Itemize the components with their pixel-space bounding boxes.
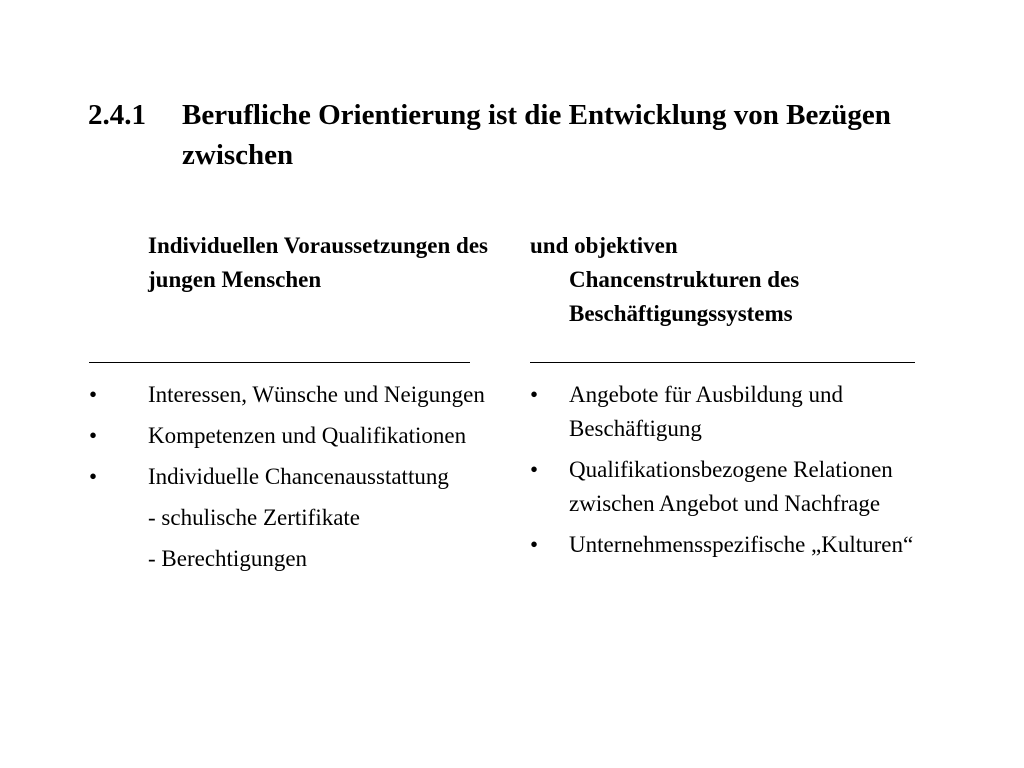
bullet-icon: •	[89, 423, 98, 448]
list-item-text: Unternehmensspezifische „Kulturen“	[569, 532, 914, 557]
list-item-text: Interessen, Wünsche und Neigungen	[148, 382, 485, 407]
list-item	[530, 453, 950, 521]
bullet-icon: •	[530, 382, 539, 407]
sub-list-item-text: - schulische Zertifikate	[148, 505, 361, 530]
right-column-header	[530, 229, 930, 331]
sub-list-item	[89, 501, 489, 535]
list-item	[530, 378, 950, 446]
list-item-text: Individuelle Chancenausstattung	[148, 464, 449, 489]
list-item-text: Angebote für Ausbildung und Beschäftigung	[569, 382, 844, 441]
bullet-icon: •	[89, 464, 98, 489]
list-item-text: Qualifikationsbezogene Relationen zwischen Angebot und Nachfrage	[569, 457, 893, 516]
section-number: 2.4.1	[88, 99, 146, 131]
left-divider-line	[89, 362, 470, 363]
bullet-icon: •	[89, 382, 98, 407]
bullet-icon: •	[530, 532, 539, 557]
title-text: Berufliche Orientierung ist die Entwicklung von Bezügen zwischen	[182, 99, 891, 171]
list-item	[89, 419, 489, 453]
right-header-first-line: und objektiven	[530, 233, 678, 258]
bullet-icon: •	[530, 457, 539, 482]
slide-title	[88, 95, 948, 175]
sub-list-item-text: - Berechtigungen	[148, 546, 308, 571]
right-bullet-list	[530, 378, 950, 569]
list-item	[530, 528, 950, 562]
left-column-header: Individuellen Voraussetzungen des jungen Menschen	[148, 233, 488, 292]
list-item-text: Kompetenzen und Qualifikationen	[148, 423, 467, 448]
list-item	[89, 378, 489, 412]
sub-list-item	[89, 542, 489, 576]
right-header-rest: Chancenstrukturen des Beschäftigungssystems	[569, 267, 800, 326]
left-bullet-list	[89, 378, 489, 583]
right-divider-line	[530, 362, 915, 363]
list-item	[89, 460, 489, 494]
